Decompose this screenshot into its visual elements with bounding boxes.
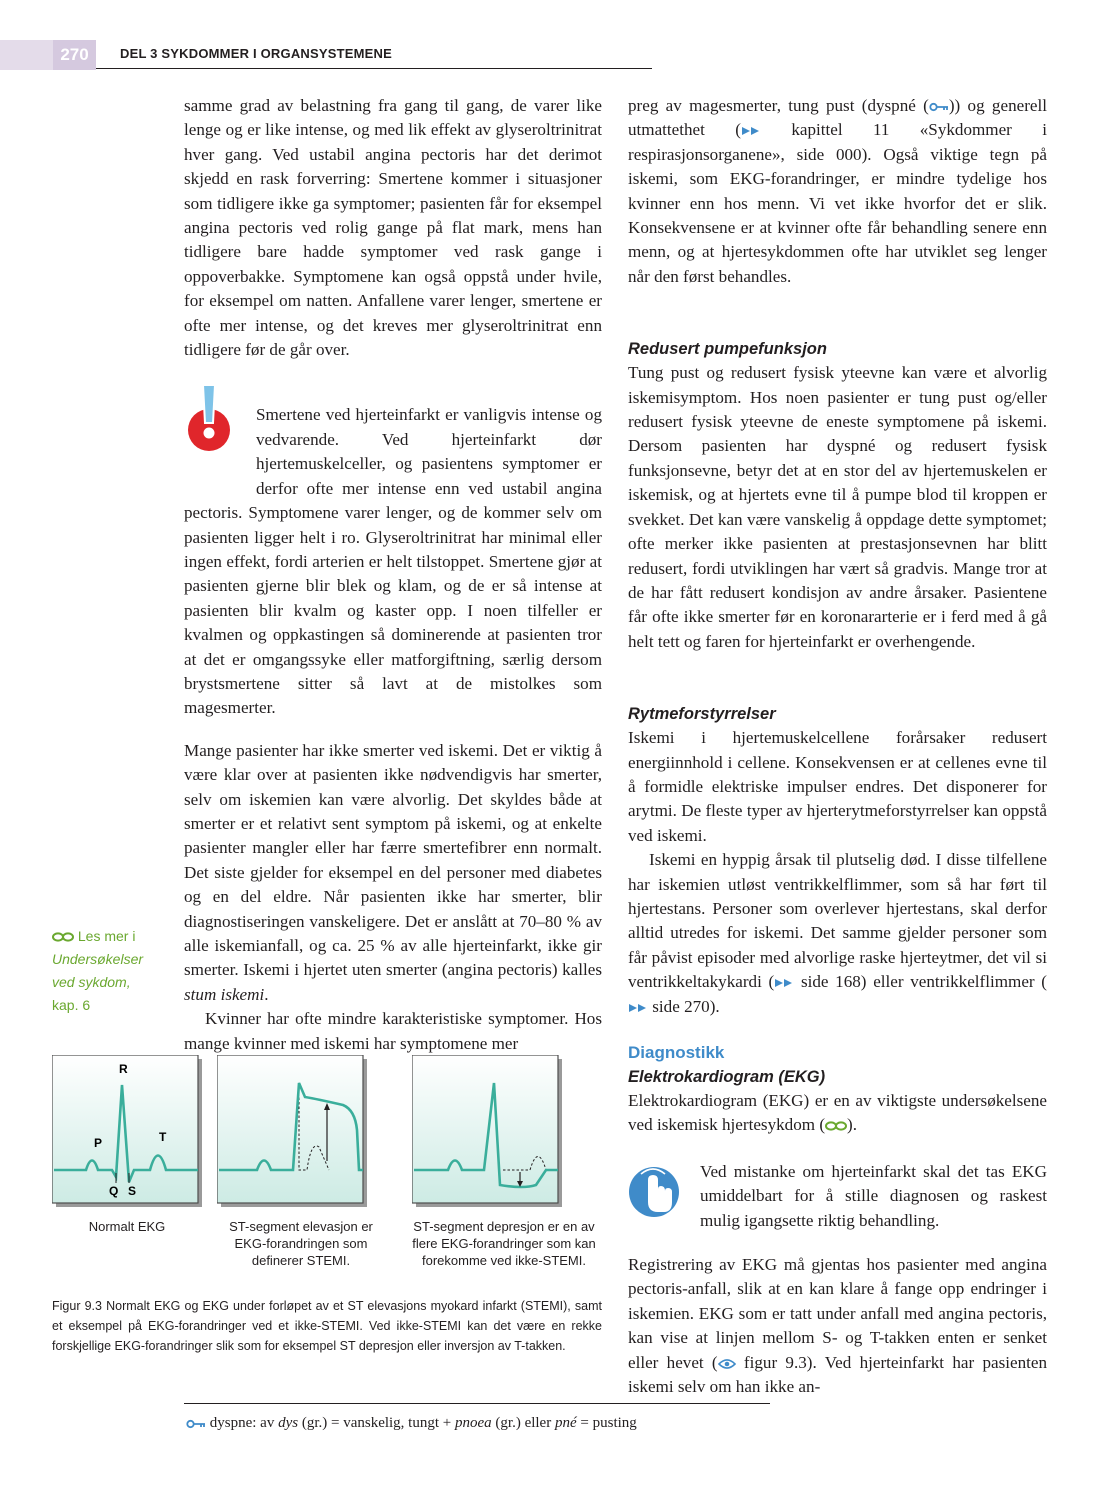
registrering-text-b: figur 9.3). Ved hjerteinfarkt har pasienten iskemi selv om han ikke an-: [628, 1352, 1047, 1397]
rytme-text-2-a: Iskemi en hyppig årsak til plutselig død. I disse tilfellene har iskemien utløst ventrikkelflimmer, som så har ført til hjertestans. Personer som overlever hjertestans, skal derfor alltid utredes for iskemi. Det samme gjelder personer som får påvist episoder med alvorlige raske hjerteytmer, det vil si ventrikkeltakykardi (: [628, 850, 1047, 992]
label-r: R: [119, 1062, 128, 1076]
ekg-panel-stemi: [217, 1055, 367, 1207]
pumpe-text: Tung pust og redusert fysisk yteevne kan være et alvorlig iskemisymptom. Hos noen pasienter er tung pust og/eller redusert fysisk yteevne de eneste symptomene på iskemi. Dersom pasienten har dyspné og redusert fysisk funksjonsevne, betyr det at en stor del av hjertemuskelen er iskemisk, og at hjertets evne til å pumpe blod til kroppen er svekket. Det kan være vanskelig å oppdage dette symptomet; ofte merker ikke pasienten at prestasjonsevnen har blitt redusert, fordi utviklingen har vært så gradvis. Mange tror at de har fått redusert kondisjon av andre årsaker. Pasientene får ofte ikke smerter før en koronararterie er i ferd med å gå helt tett og faren for hjerteinfarkt er overhengende.: [628, 363, 1047, 651]
rytme-text-2: [628, 848, 1047, 1019]
footnote-a: dyspne: av: [209, 1415, 279, 1431]
key-icon: [186, 1419, 206, 1429]
right-para-1-a: preg av magesmerter, tung pust (dyspné (: [628, 96, 929, 115]
label-t: T: [159, 1130, 167, 1144]
registrering-text: [628, 1253, 1047, 1399]
page-number: 270: [53, 40, 96, 70]
footnote-rule: [184, 1403, 770, 1404]
warning-text: Smertene ved hjerteinfarkt er vanligvis intense og vedvarende. Ved hjerteinfarkt dør hjertemuskelceller, og pasientens symptomer er derfor ofte mer intense enn ved ustabil angina pectoris. Symptomene varer lenger, og de kommer selv om pasienten ligger helt i ro. Glyseroltrinitrat har minimal eller ingen effekt, fordi arterien er helt tilstoppet. Smertene gjør at pasienten gjerne blir blek og klam, og de er så intense at pasienten blir kvalm og kaster opp. I noen tilfeller er kvalmen og oppkastingen så dominerende at pasienten tror at det er omgangssyke eller matforgiftning, særlig dersom brystsmertene sitter så lavt at de mistolkes som magesmerter.: [184, 405, 602, 718]
footnote-d: pnoea: [454, 1415, 492, 1431]
tip-text: Ved mistanke om hjerteinfarkt skal det tas EKG umiddelbart for å stille diagnosen og raskest mulig igangsette riktig behandling.: [700, 1161, 1047, 1230]
hand-tap-icon: [628, 1162, 686, 1222]
footnote-g: = pusting: [576, 1415, 637, 1431]
ekg-text-b: ).: [847, 1115, 857, 1135]
rytme-text-2-c: side 270).: [648, 996, 720, 1016]
ekg-text: [628, 1089, 1047, 1138]
forward-arrow-icon: [628, 1003, 648, 1013]
warning-icon: [184, 383, 234, 453]
footnote-c: (gr.) = vanskelig, tungt +: [298, 1415, 455, 1431]
link-icon: [825, 1121, 847, 1131]
label-p: P: [94, 1136, 103, 1150]
forward-arrow-icon: [741, 126, 761, 136]
eye-icon: [718, 1359, 736, 1369]
para3-end: .: [264, 984, 269, 1004]
tip-box: [628, 1160, 1047, 1233]
key-icon: [929, 102, 949, 112]
para3-start: Mange pasienter har ikke smerter ved iskemi. Det er viktig å være klar over at pasienten ikke nødvendigvis har smerter, selv om iskemien kan være alvorlig. Det skyldes både at smerter er et relativt sent symptom på iskemi, og at enkelte pasienter mangler eller har færre smertefibrer enn normalt. Det siste gjelder for eksempel en del personer med diabetes og en del eldre. Når pasienten ikke har smerter, blir diagnostiseringen vanskeligere. Det er anslått at 70–80 % av alle iskemianfall, og ca. 25 % av alle hjerteinfarkt, ikke gir smerter. Iskemi i hjertet uten smerter (angina pectoris) kalles: [184, 740, 602, 980]
side-note[interactable]: [52, 925, 162, 1017]
ekg-panel-nstemi: [412, 1055, 562, 1207]
footnote-f: pné: [554, 1415, 577, 1431]
left-column: [184, 94, 602, 1056]
right-para-1-b: )) og generell utmattethet (: [628, 96, 1047, 140]
side-note-book: Undersøkelser ved sykdom,: [52, 951, 144, 990]
figure-caption-normal: Normalt EKG: [88, 1219, 166, 1234]
link-icon: [52, 932, 74, 942]
label-q: Q: [109, 1184, 119, 1198]
subheading-pumpefunksjon: Redusert pumpefunksjon: [628, 340, 827, 359]
subheading-rytmeforstyrrelser: Rytmeforstyrrelser: [628, 705, 776, 724]
ekg-panel-normal: [52, 1055, 202, 1207]
header-rule: [96, 68, 652, 69]
warning-para: [184, 403, 602, 720]
left-para-4: Kvinner har ofte mindre karakteristiske symptomer. Hos mange kvinner med iskemi har symptomene mer: [184, 1009, 602, 1053]
footnote: [186, 1412, 637, 1434]
figure-caption-stemi: ST-segment elevasjon er EKG-forandringen som definerer STEMI.: [229, 1219, 373, 1268]
left-para-1: samme grad av belastning fra gang til gang, de varer like lenge og er like intense, og med lik effekt av glyseroltrinitrat hver gang. Ved ustabil angina pectoris har det derimot skjedd en rask forverring: Smertene kommer i situasjoner som tidligere ikke ga symptomer; pasienten får for eksempel angina pectoris ved rolig gange på flat mark, mens han tidligere bare hadde symptomer ved rask gange i oppoverbakke. Symptomene kan også oppstå under hvile, for eksempel om natten. Anfallene varer lenger, smertene er ofte mer intense, og det kreves mer glyseroltrinitrat enn tidligere før de går over.: [184, 96, 602, 360]
right-para-1: [628, 94, 1047, 289]
footnote-e: (gr.) eller: [491, 1415, 555, 1431]
right-column: [628, 94, 1047, 1399]
running-head: DEL 3 SYKDOMMER I ORGANSYSTEMENE: [120, 46, 392, 61]
section-heading-diagnostikk: Diagnostikk: [628, 1043, 725, 1062]
rytme-text-1: Iskemi i hjertemuskelcellene forårsaker redusert energiinnhold i cellene. Konsekvensen er at cellenes evne til å formidle elektriske impulser endres. Det disponerer for arytmi. De fleste typer av hjerterytmeforstyrrelser kan oppstå ved iskemi.: [628, 728, 1047, 845]
side-note-chapter: kap. 6: [52, 997, 91, 1013]
subheading-ekg: Elektrokardiogram (EKG): [628, 1068, 826, 1086]
figure-caption: Figur 9.3 Normalt EKG og EKG under forløpet av et ST elevasjons myokard infarkt (STEMI), samt et eksempel på EKG-forandringer ved et ikke-STEMI. Ved ikke-STEMI kan det være en rekke forskjellige EKG-forandringer slik som for eksempel ST depresjon eller inversjon av T-takken.: [52, 1299, 602, 1353]
side-note-prefix: Les mer i: [77, 928, 136, 944]
footnote-b: dys: [278, 1415, 299, 1431]
forward-arrow-icon: [774, 978, 794, 988]
figure-caption-nstemi: ST-segment depresjon er en av flere EKG-forandringer som kan forekomme ved ikke-STEMI.: [412, 1219, 596, 1268]
label-s: S: [128, 1184, 137, 1198]
rytme-text-2-b: side 168) eller ventrikkelflimmer (: [794, 972, 1047, 992]
right-para-1-c: kapittel 11 «Sykdommer i respirasjonsorganene», side 000). Også viktige tegn på iskemi, som EKG-forandringer, er mindre tydelige hos kvinner enn hos menn. Vi vet ikke hvorfor det er slik. Konsekvensene er at kvinner ofte får behandling senere enn menn, og at hjertesykdommen ofte har utviklet seg lenger når den først behandles.: [628, 120, 1047, 286]
ekg-text-a: Elektrokardiogram (EKG) er en av viktigste undersøkelsene ved iskemisk hjertesykdom (: [628, 1091, 1047, 1135]
registrering-text-a: Registrering av EKG må gjentas hos pasienter med angina pectoris-anfall, slik at en kan klare å fange opp endringer i iskemien. EKG som er tatt under anfall med angina pectoris, kan vise at linjen mellom S- og T-takken enten er senket eller hevet (: [628, 1255, 1047, 1372]
term-stum-iskemi: stum iskemi: [184, 984, 265, 1004]
left-para-3: [184, 739, 602, 1007]
